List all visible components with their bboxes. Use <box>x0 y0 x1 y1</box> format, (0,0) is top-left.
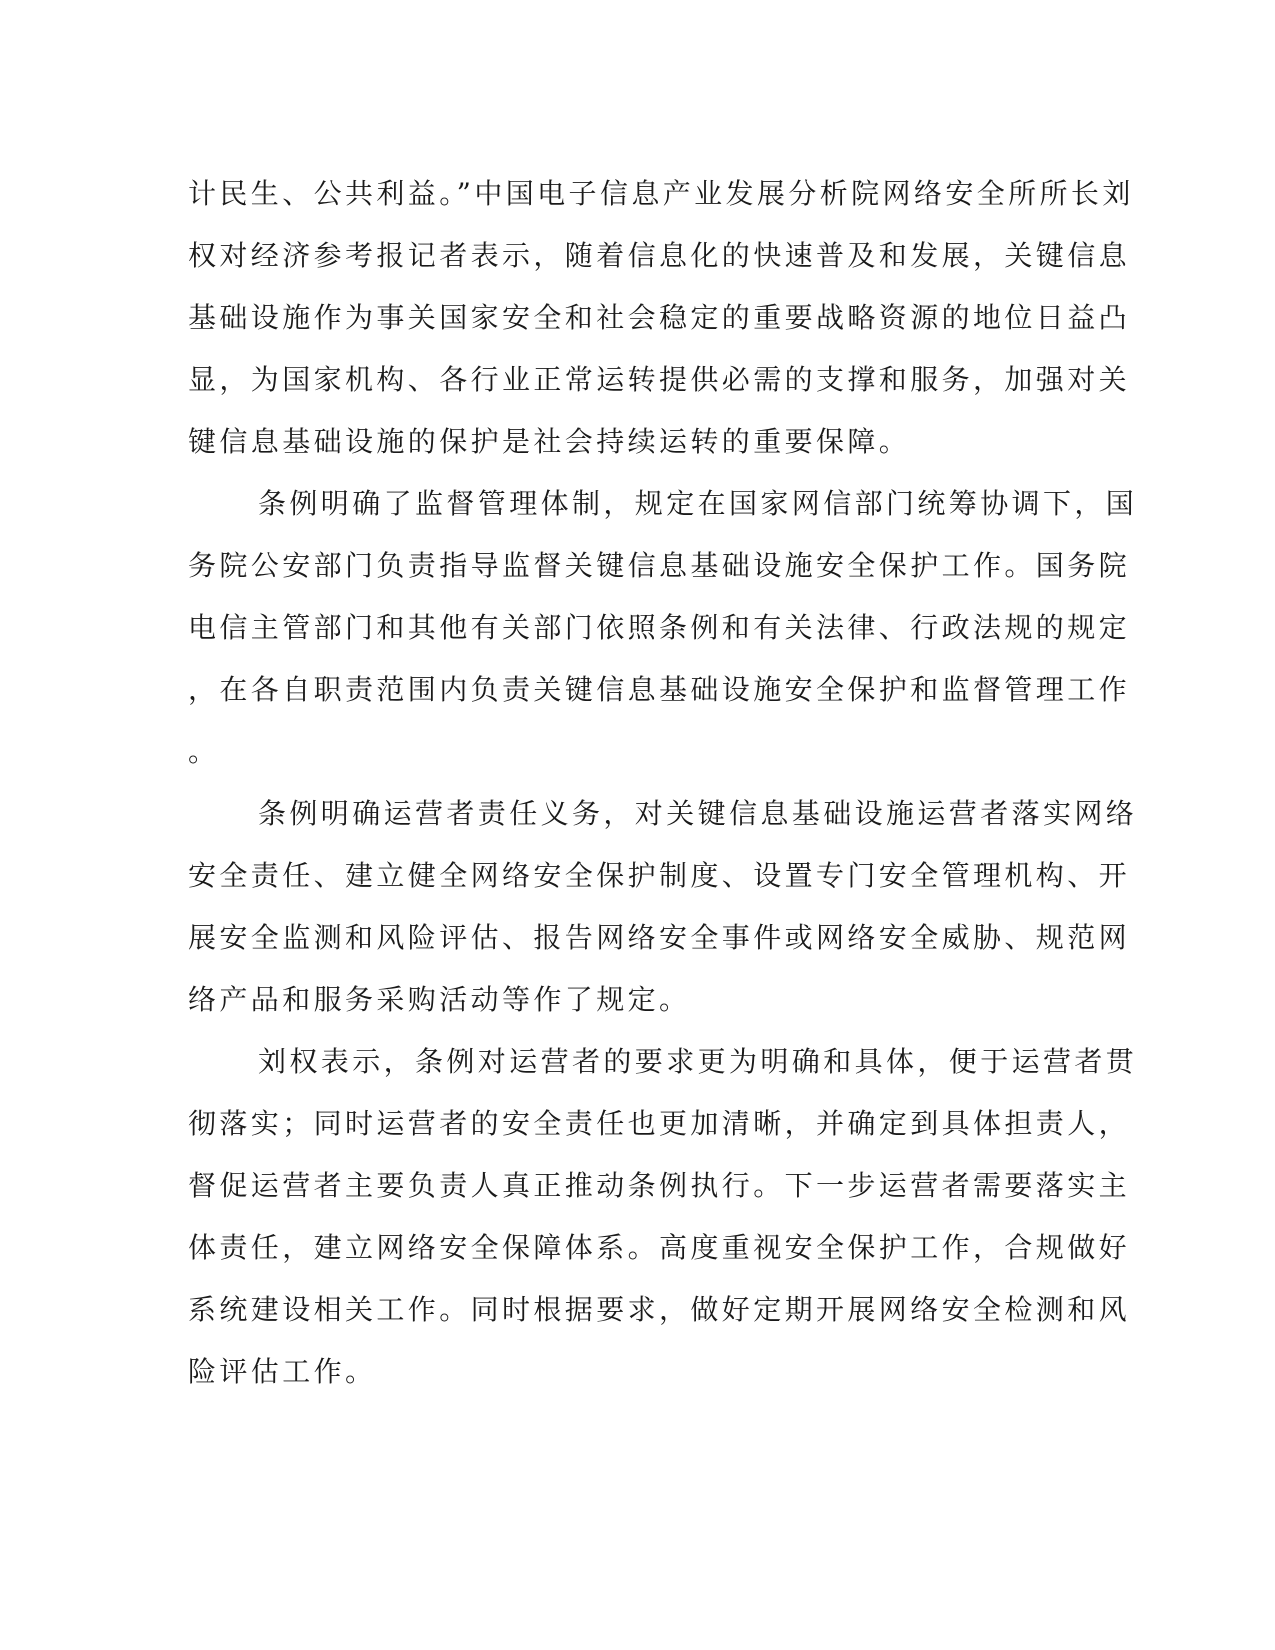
text-line: 键信息基础设施的保护是社会持续运转的重要保障。 <box>188 425 911 458</box>
text-line: 条例明确了监督管理体制，规定在国家网信部门统筹协调下，国 <box>258 487 1138 520</box>
text-line: 络产品和服务采购活动等作了规定。 <box>188 983 691 1016</box>
text-line: 。 <box>188 735 220 768</box>
text-line: 显，为国家机构、各行业正常运转提供必需的支撑和服务，加强对关 <box>188 363 1131 396</box>
paragraph-1 <box>188 163 1134 473</box>
text-line: 计民生、公共利益。”中国电子信息产业发展分析院网络安全所所长刘 <box>188 177 1134 210</box>
document-body <box>188 163 1138 1403</box>
paragraph-2 <box>188 473 1138 783</box>
text-line: 务院公安部门负责指导监督关键信息基础设施安全保护工作。国务院 <box>188 549 1131 582</box>
text-line: 险评估工作。 <box>188 1355 377 1388</box>
text-line: ，在各自职责范围内负责关键信息基础设施安全保护和监督管理工作 <box>188 673 1131 706</box>
text-line: 彻落实；同时运营者的安全责任也更加清晰，并确定到具体担责人， <box>188 1107 1131 1140</box>
text-line: 系统建设相关工作。同时根据要求，做好定期开展网络安全检测和风 <box>188 1293 1131 1326</box>
text-line: 展安全监测和风险评估、报告网络安全事件或网络安全威胁、规范网 <box>188 921 1131 954</box>
paragraph-4 <box>188 1031 1138 1403</box>
text-line: 权对经济参考报记者表示，随着信息化的快速普及和发展，关键信息 <box>188 239 1131 272</box>
text-line: 刘权表示，条例对运营者的要求更为明确和具体，便于运营者贯 <box>258 1045 1138 1078</box>
text-line: 安全责任、建立健全网络安全保护制度、设置专门安全管理机构、开 <box>188 859 1131 892</box>
text-line: 督促运营者主要负责人真正推动条例执行。下一步运营者需要落实主 <box>188 1169 1131 1202</box>
text-line: 电信主管部门和其他有关部门依照条例和有关法律、行政法规的规定 <box>188 611 1131 644</box>
text-line: 基础设施作为事关国家安全和社会稳定的重要战略资源的地位日益凸 <box>188 301 1131 334</box>
text-line: 条例明确运营者责任义务，对关键信息基础设施运营者落实网络 <box>258 797 1138 830</box>
text-line: 体责任，建立网络安全保障体系。高度重视安全保护工作，合规做好 <box>188 1231 1131 1264</box>
paragraph-3 <box>188 783 1138 1031</box>
